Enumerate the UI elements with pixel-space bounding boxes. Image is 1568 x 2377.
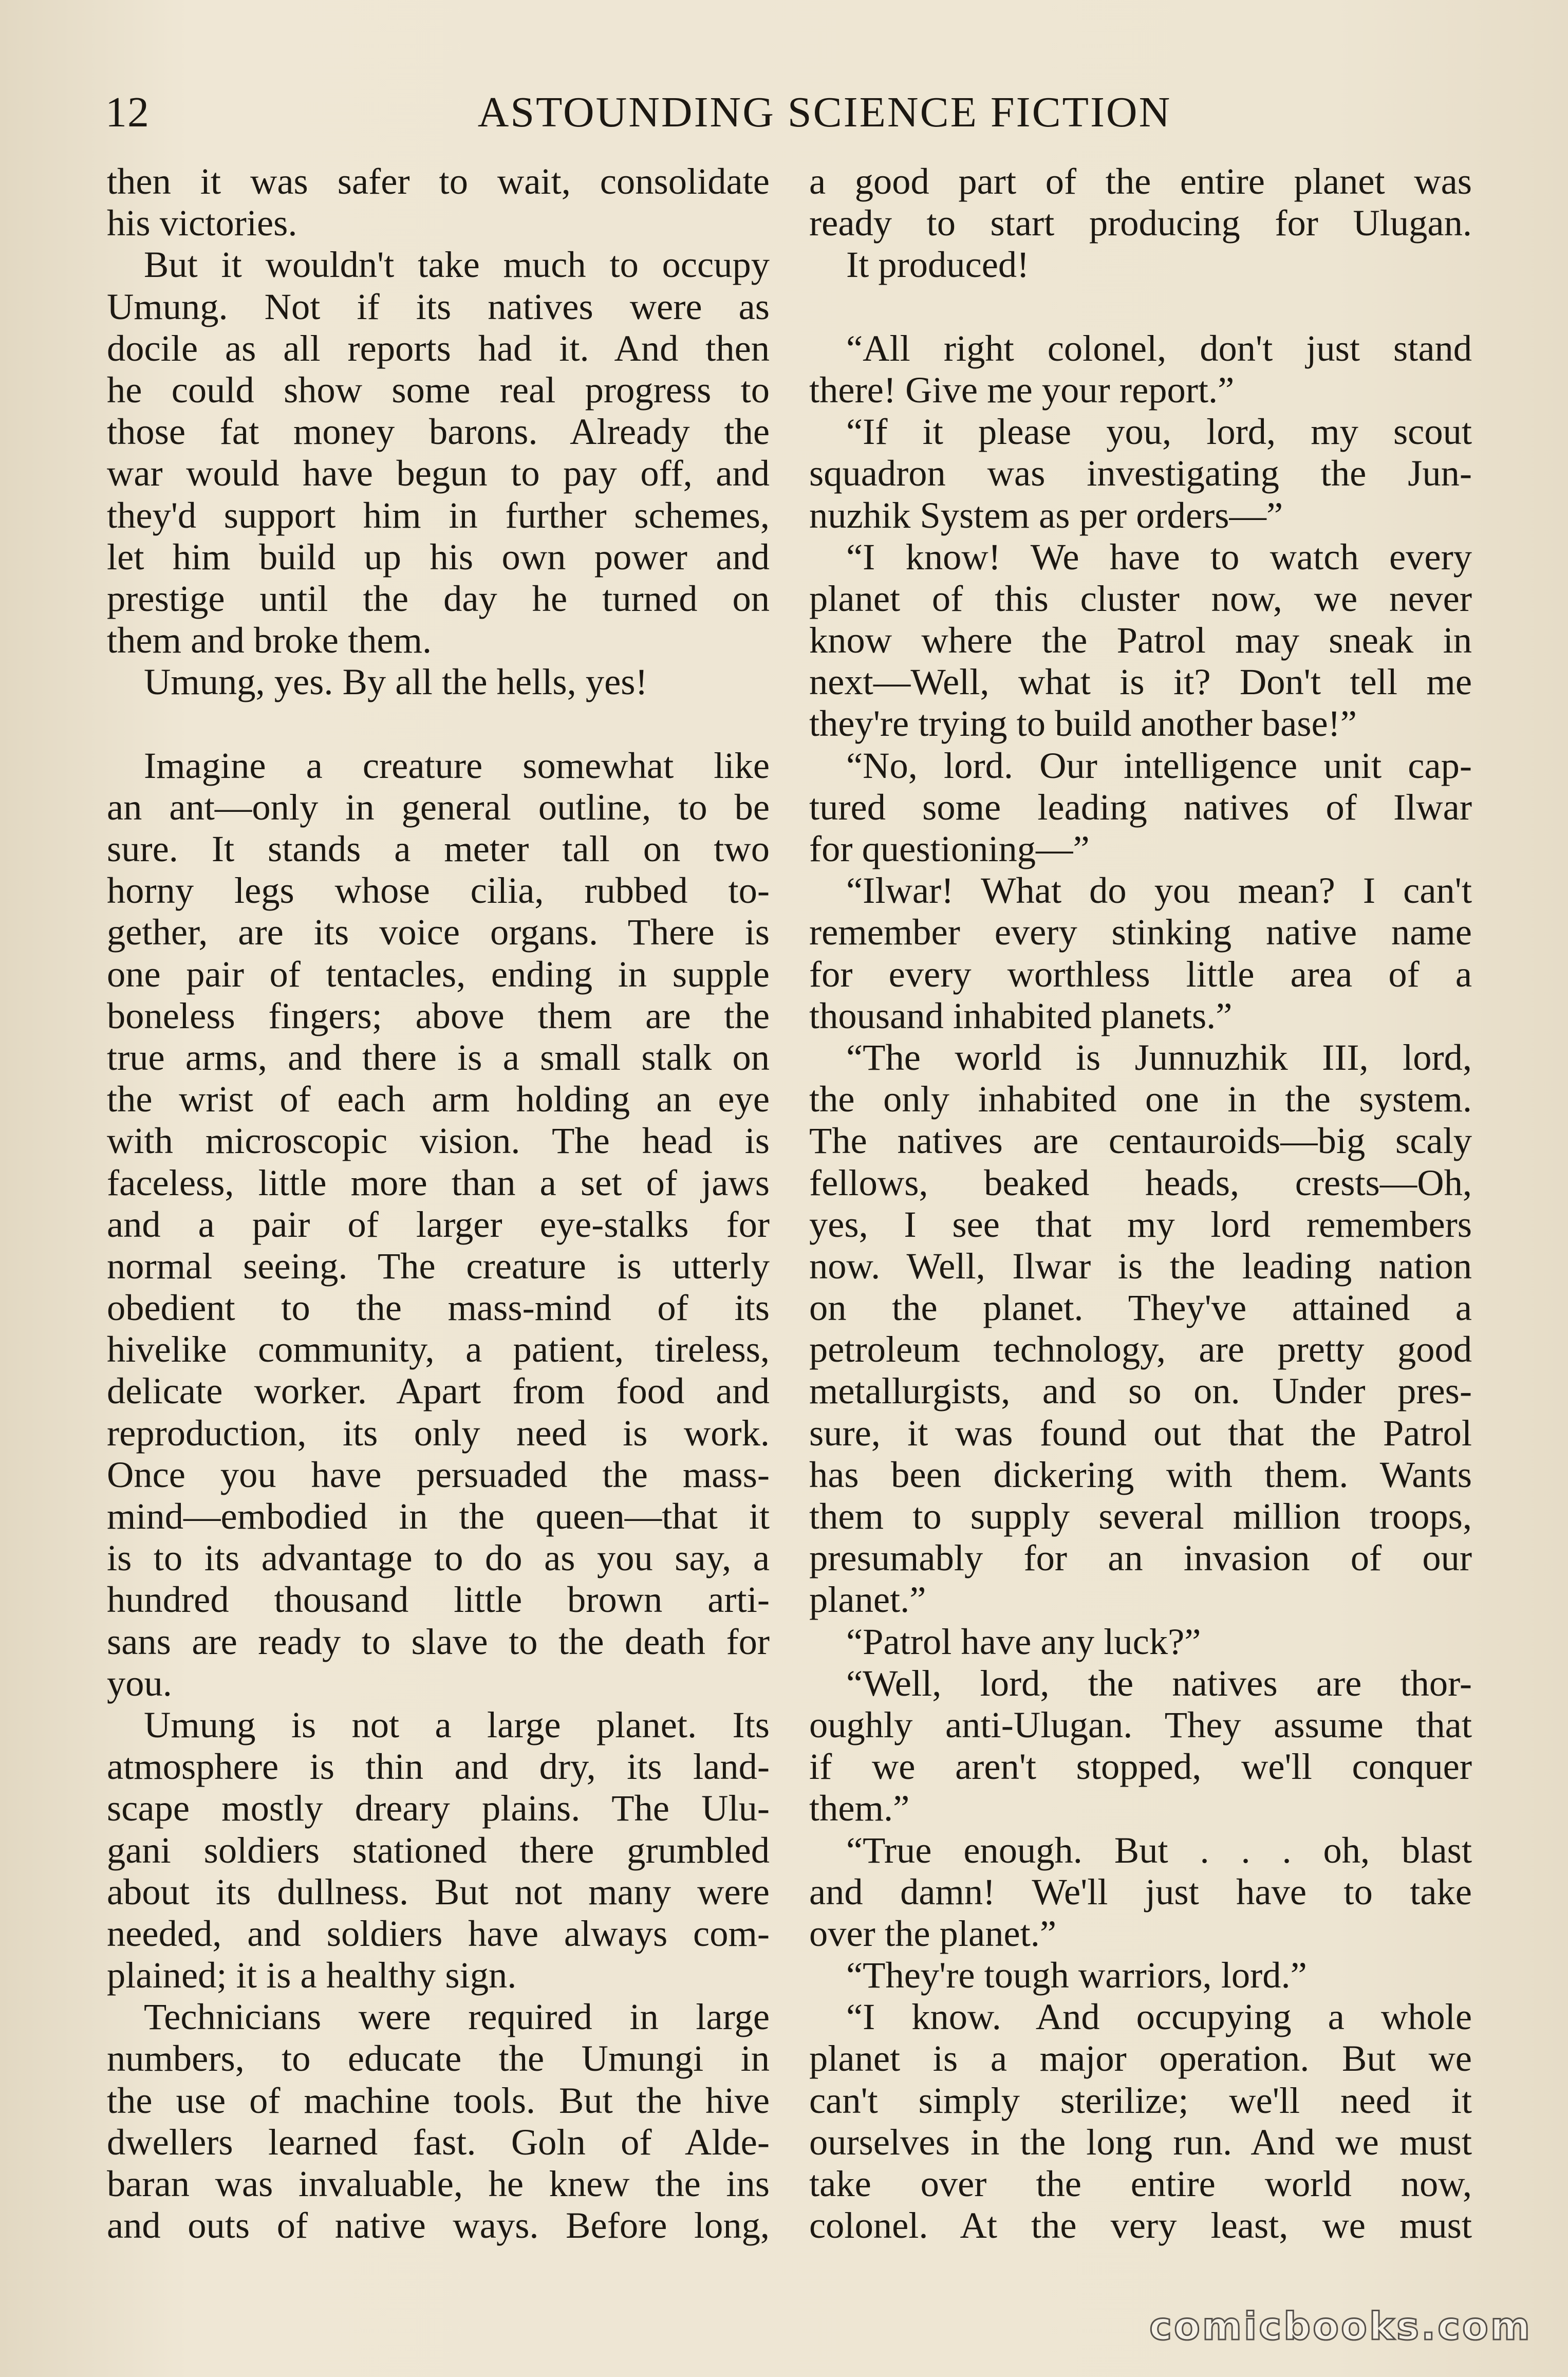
text-line: scape mostly dreary plains. The Ulu- xyxy=(107,1787,770,1829)
text-line xyxy=(809,286,1472,327)
text-line: has been dickering with them. Wants xyxy=(809,1453,1472,1495)
text-line: those fat money barons. Already the xyxy=(107,411,770,453)
text-line: sure. It stands a meter tall on two xyxy=(107,828,770,869)
text-line: true arms, and there is a small stalk on xyxy=(107,1036,770,1078)
text-line: take over the entire world now, xyxy=(809,2163,1472,2204)
text-line: for every worthless little area of a xyxy=(809,953,1472,995)
text-line: obedient to the mass-mind of its xyxy=(107,1287,770,1329)
text-line: plained; it is a healthy sign. xyxy=(107,1954,517,1996)
text-line: ourselves in the long run. And we must xyxy=(809,2121,1472,2163)
text-line: war would have begun to pay off, and xyxy=(107,452,770,494)
text-line: Technicians were required in large xyxy=(144,1996,770,2038)
text-line: faceless, little more than a set of jaws xyxy=(107,1161,770,1203)
text-line: one pair of tentacles, ending in supple xyxy=(107,953,770,995)
text-line: now. Well, Ilwar is the leading nation xyxy=(809,1245,1472,1287)
text-line: they'd support him in further schemes, xyxy=(107,494,770,536)
text-line: over the planet.” xyxy=(809,1912,1057,1954)
text-line: It produced! xyxy=(846,244,1030,286)
text-line: normal seeing. The creature is utterly xyxy=(107,1245,770,1287)
text-line: there! Give me your report.” xyxy=(809,368,1235,411)
text-line: nuzhik System as per orders—” xyxy=(809,494,1283,536)
text-line: docile as all reports had it. And then xyxy=(107,327,770,369)
text-line: is to its advantage to do as you say, a xyxy=(107,1537,770,1579)
text-line: metallurgists, and so on. Under pres- xyxy=(809,1370,1472,1412)
text-line: the use of machine tools. But the hive xyxy=(107,2079,770,2121)
text-line: colonel. At the very least, we must xyxy=(809,2204,1472,2246)
left-column xyxy=(107,160,770,2246)
text-line: Umung is not a large planet. Its xyxy=(144,1703,770,1745)
text-line: dwellers learned fast. Goln of Alde- xyxy=(107,2121,770,2163)
text-line: Once you have persuaded the mass- xyxy=(107,1453,770,1495)
watermark: comicbooks.com xyxy=(1149,2305,1532,2349)
text-line: “The world is Junnuzhik III, lord, xyxy=(846,1036,1472,1078)
text-line: “Well, lord, the natives are thor- xyxy=(846,1662,1472,1704)
text-line: them.” xyxy=(809,1787,910,1829)
text-line: and a pair of larger eye-stalks for xyxy=(107,1203,770,1245)
text-line: can't simply sterilize; we'll need it xyxy=(809,2079,1472,2121)
text-line: “I know. And occupying a whole xyxy=(846,1996,1472,2038)
text-line: an ant—only in general outline, to be xyxy=(107,786,770,828)
text-line: squadron was investigating the Jun- xyxy=(809,452,1472,494)
text-line: horny legs whose cilia, rubbed to- xyxy=(107,869,770,912)
text-line: numbers, to educate the Umungi in xyxy=(107,2037,770,2079)
text-line: if we aren't stopped, we'll conquer xyxy=(809,1745,1472,1788)
text-line: about its dullness. But not many were xyxy=(107,1870,770,1912)
text-line: hivelike community, a patient, tireless, xyxy=(107,1328,770,1370)
text-line: prestige until the day he turned on xyxy=(107,577,770,619)
text-line: “I know! We have to watch every xyxy=(846,535,1472,578)
text-line: sans are ready to slave to the death for xyxy=(107,1620,770,1662)
text-line: they're trying to build another base!” xyxy=(809,702,1357,745)
text-line: needed, and soldiers have always com- xyxy=(107,1912,770,1954)
text-line: fellows, beaked heads, crests—Oh, xyxy=(809,1161,1472,1203)
text-line: he could show some real progress to xyxy=(107,368,770,411)
text-line: “They're tough warriors, lord.” xyxy=(846,1954,1307,1996)
text-line: Umung, yes. By all the hells, yes! xyxy=(144,661,648,703)
text-line: “True enough. But . . . oh, blast xyxy=(846,1829,1472,1871)
text-line: planet of this cluster now, we never xyxy=(809,577,1472,619)
text-line: gani soldiers stationed there grumbled xyxy=(107,1829,770,1871)
text-line: “No, lord. Our intelligence unit cap- xyxy=(846,744,1472,786)
text-line: atmosphere is thin and dry, its land- xyxy=(107,1745,770,1788)
text-line: thousand inhabited planets.” xyxy=(809,994,1233,1036)
text-line: “If it please you, lord, my scout xyxy=(846,411,1472,453)
text-line: let him build up his own power and xyxy=(107,535,770,578)
text-line: for questioning—” xyxy=(809,828,1090,869)
text-line: “Ilwar! What do you mean? I can't xyxy=(846,869,1472,912)
text-line: a good part of the entire planet was xyxy=(809,160,1472,202)
text-line: remember every stinking native name xyxy=(809,911,1472,953)
text-line: ready to start producing for Ulugan. xyxy=(809,202,1472,244)
text-line: oughly anti-Ulugan. They assume that xyxy=(809,1703,1472,1745)
text-line: and outs of native ways. Before long, xyxy=(107,2204,770,2246)
text-line: them and broke them. xyxy=(107,619,432,661)
text-line: planet is a major operation. But we xyxy=(809,2037,1472,2079)
text-line: “All right colonel, don't just stand xyxy=(846,327,1472,369)
text-line: “Patrol have any luck?” xyxy=(846,1620,1201,1662)
text-line: gether, are its voice organs. There is xyxy=(107,911,770,953)
text-line: with microscopic vision. The head is xyxy=(107,1120,770,1162)
running-title: ASTOUNDING SCIENCE FICTION xyxy=(477,88,1172,136)
text-line: then it was safer to wait, consolidate xyxy=(107,160,770,202)
text-line: hundred thousand little brown arti- xyxy=(107,1579,770,1621)
text-line: The natives are centauroids—big scaly xyxy=(809,1120,1472,1162)
text-line: on the planet. They've attained a xyxy=(809,1287,1472,1329)
page-number: 12 xyxy=(105,88,150,136)
text-line: But it wouldn't take much to occupy xyxy=(144,244,770,286)
text-line: Imagine a creature somewhat like xyxy=(144,744,770,786)
text-line: the only inhabited one in the system. xyxy=(809,1078,1472,1120)
text-line: presumably for an invasion of our xyxy=(809,1537,1472,1579)
text-line: know where the Patrol may sneak in xyxy=(809,619,1472,661)
text-line: baran was invaluable, he knew the ins xyxy=(107,2163,770,2204)
text-line: boneless fingers; above them are the xyxy=(107,994,770,1036)
text-line: them to supply several million troops, xyxy=(809,1495,1472,1537)
text-line: reproduction, its only need is work. xyxy=(107,1412,770,1454)
text-line: yes, I see that my lord remembers xyxy=(809,1203,1472,1245)
text-line: and damn! We'll just have to take xyxy=(809,1870,1472,1912)
text-line: the wrist of each arm holding an eye xyxy=(107,1078,770,1120)
page-header xyxy=(105,87,1462,144)
right-column xyxy=(809,160,1472,2246)
text-line: mind—embodied in the queen—that it xyxy=(107,1495,770,1537)
text-line: tured some leading natives of Ilwar xyxy=(809,786,1472,828)
text-line: petroleum technology, are pretty good xyxy=(809,1328,1472,1370)
text-line: sure, it was found out that the Patrol xyxy=(809,1412,1472,1454)
text-line: you. xyxy=(107,1662,172,1704)
text-line xyxy=(107,702,770,744)
text-line: delicate worker. Apart from food and xyxy=(107,1370,770,1412)
text-line: Umung. Not if its natives were as xyxy=(107,285,770,327)
text-line: planet.” xyxy=(809,1579,926,1621)
text-line: his victories. xyxy=(107,202,297,244)
text-line: next—Well, what is it? Don't tell me xyxy=(809,661,1472,703)
